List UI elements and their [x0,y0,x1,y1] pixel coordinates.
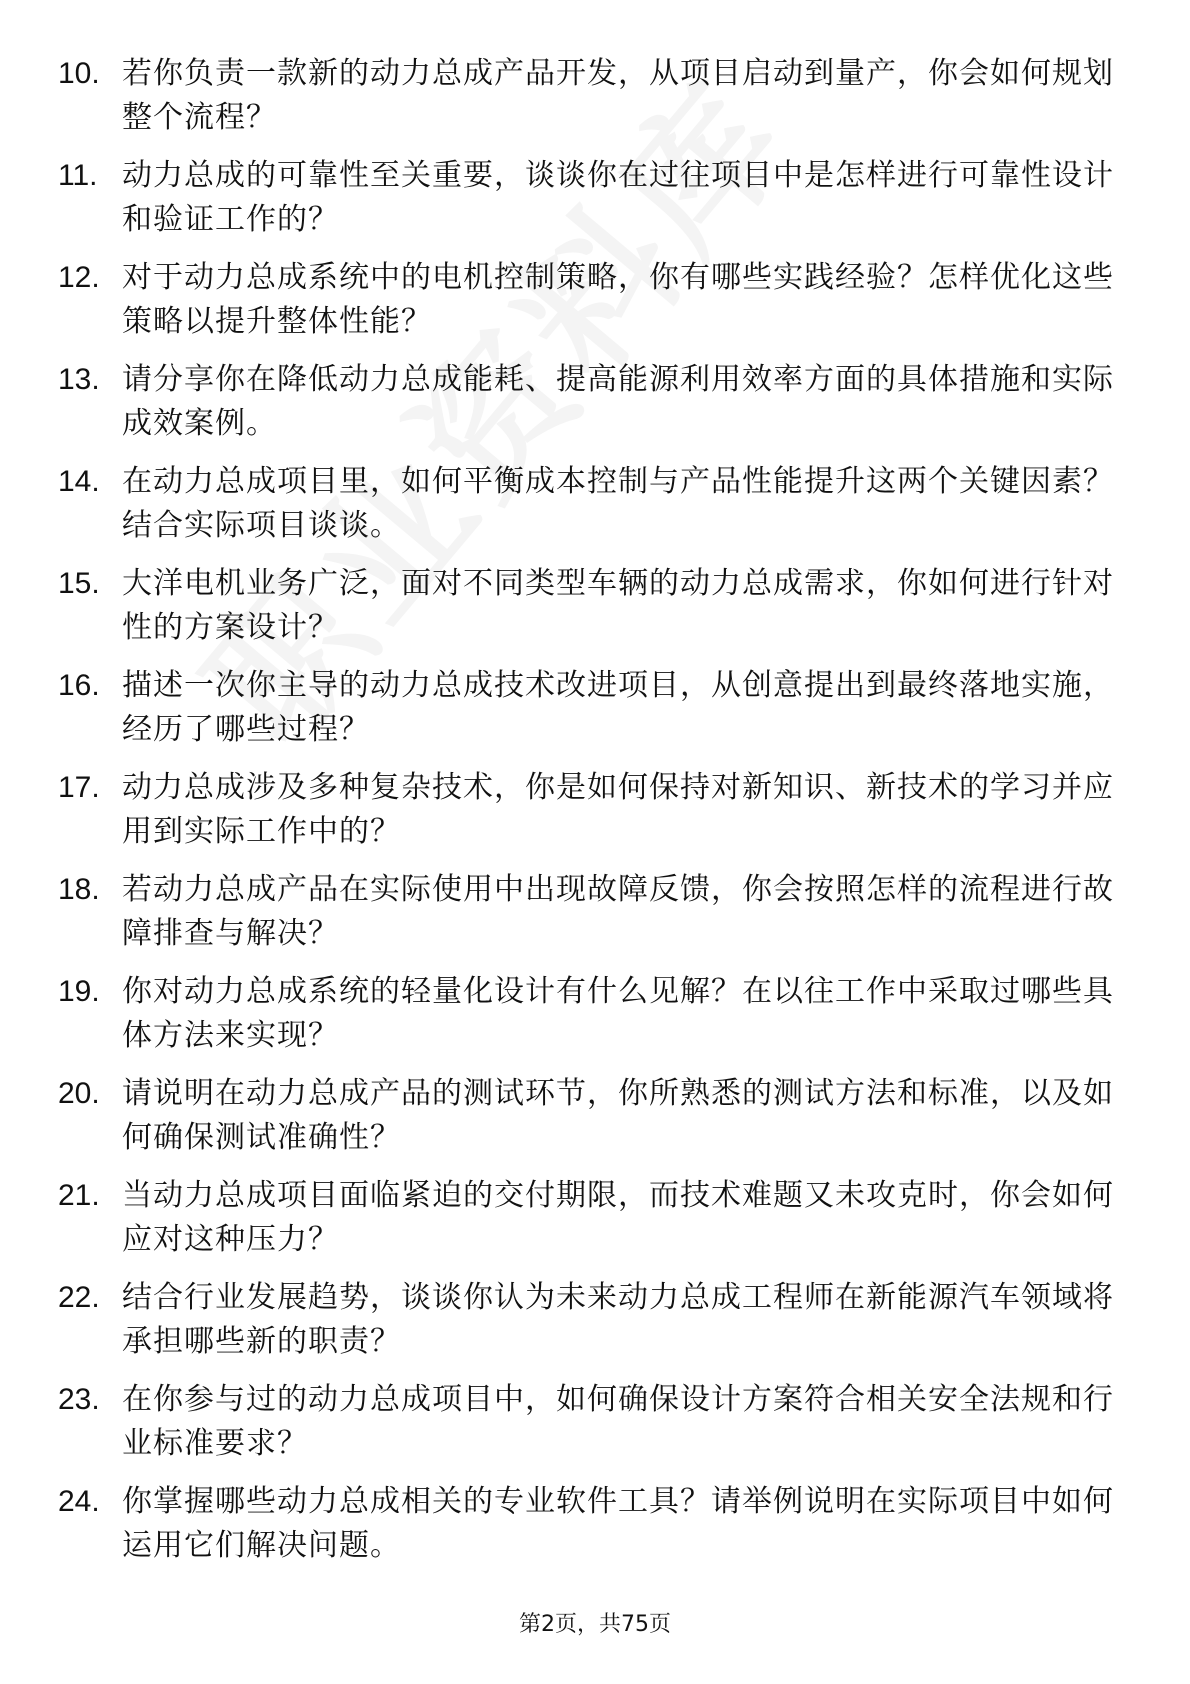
question-text: 动力总成的可靠性至关重要，谈谈你在过往项目中是怎样进行可靠性设计和验证工作的？ [122,158,1114,237]
question-item [0,1276,1190,1378]
question-item [0,562,1190,664]
question-number: 17. [58,771,100,804]
question-item [0,766,1190,868]
question-text: 在你参与过的动力总成项目中，如何确保设计方案符合相关安全法规和行业标准要求？ [122,1382,1114,1461]
question-number: 24. [58,1485,100,1518]
question-number: 15. [58,567,100,600]
question-item [0,358,1190,460]
question-text: 请分享你在降低动力总成能耗、提高能源利用效率方面的具体措施和实际成效案例。 [122,362,1114,441]
question-text: 大洋电机业务广泛，面对不同类型车辆的动力总成需求，你如何进行针对性的方案设计？ [122,566,1114,645]
question-text: 在动力总成项目里，如何平衡成本控制与产品性能提升这两个关键因素？结合实际项目谈谈。 [122,464,1114,543]
question-list [0,52,1190,1582]
question-item [0,970,1190,1072]
question-number: 23. [58,1383,100,1416]
question-number: 21. [58,1179,100,1212]
question-number: 14. [58,465,100,498]
question-text: 动力总成涉及多种复杂技术，你是如何保持对新知识、新技术的学习并应用到实际工作中的？ [122,770,1114,849]
question-text: 你对动力总成系统的轻量化设计有什么见解？在以往工作中采取过哪些具体方法来实现？ [122,974,1114,1053]
question-text: 结合行业发展趋势，谈谈你认为未来动力总成工程师在新能源汽车领域将承担哪些新的职责？ [122,1280,1114,1359]
question-number: 22. [58,1281,100,1314]
question-text: 当动力总成项目面临紧迫的交付期限，而技术难题又未攻克时，你会如何应对这种压力？ [122,1178,1114,1257]
question-item [0,52,1190,154]
question-item [0,1072,1190,1174]
question-number: 11. [58,159,98,192]
question-number: 12. [58,261,100,294]
question-number: 18. [58,873,100,906]
page-number-label: 第2页，共75页 [519,1612,671,1637]
question-text: 若动力总成产品在实际使用中出现故障反馈，你会按照怎样的流程进行故障排查与解决？ [122,872,1114,951]
page-footer [0,1610,1190,1640]
question-text: 若你负责一款新的动力总成产品开发，从项目启动到量产，你会如何规划整个流程？ [122,56,1114,135]
question-item [0,154,1190,256]
question-number: 10. [58,57,100,90]
question-item [0,868,1190,970]
question-text: 你掌握哪些动力总成相关的专业软件工具？请举例说明在实际项目中如何运用它们解决问题。 [122,1484,1114,1563]
question-item [0,1480,1190,1582]
question-item [0,1378,1190,1480]
question-item [0,1174,1190,1276]
question-text: 请说明在动力总成产品的测试环节，你所熟悉的测试方法和标准，以及如何确保测试准确性？ [122,1076,1114,1155]
question-text: 描述一次你主导的动力总成技术改进项目，从创意提出到最终落地实施，经历了哪些过程？ [122,668,1114,747]
question-text: 对于动力总成系统中的电机控制策略，你有哪些实践经验？怎样优化这些策略以提升整体性能？ [122,260,1114,339]
question-item [0,460,1190,562]
question-number: 16. [58,669,100,702]
question-item [0,664,1190,766]
question-number: 19. [58,975,100,1008]
question-number: 20. [58,1077,100,1110]
question-number: 13. [58,363,100,396]
question-item [0,256,1190,358]
